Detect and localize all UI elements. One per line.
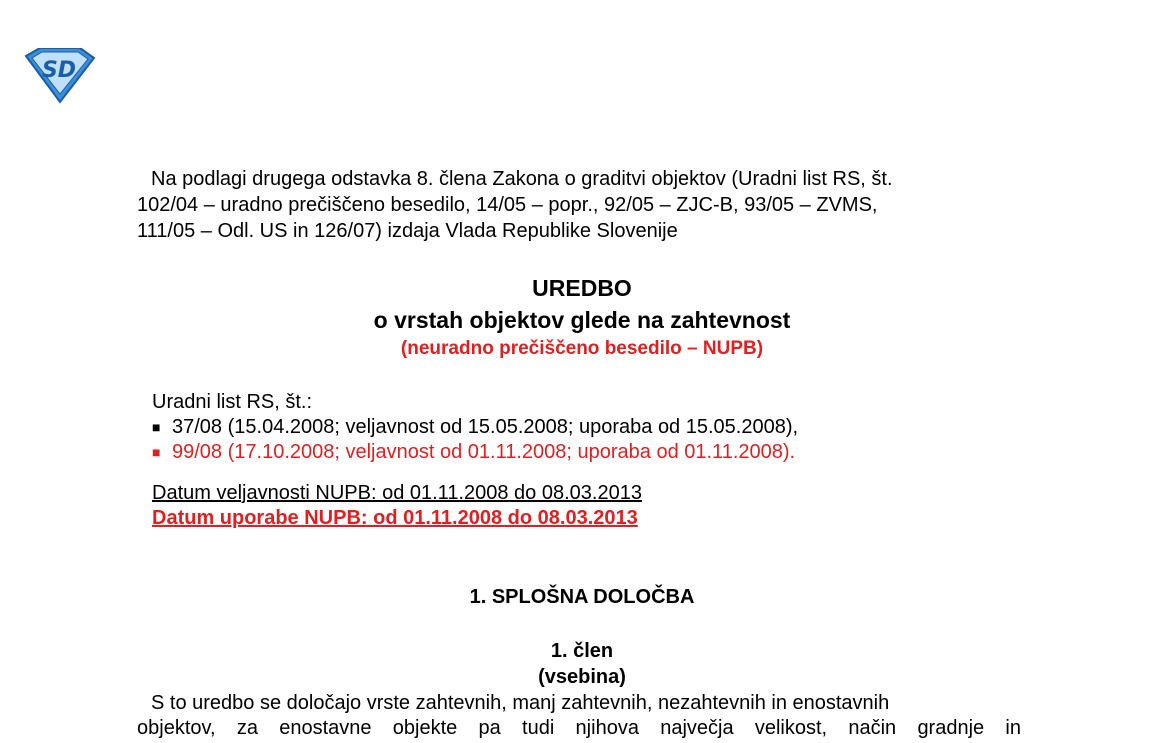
gazette-label: Uradni list RS, št.:: [152, 391, 313, 413]
logo-letters: SD: [41, 58, 77, 83]
article-line-2: objektov, za enostavne objekte pa tudi njihova največja velikost, način gradnje in: [137, 717, 1021, 739]
gazette-item: [152, 440, 1012, 465]
sd-logo: [22, 48, 96, 104]
intro-line-1: Na podlagi drugega odstavka 8. člena Zakona o graditvi objektov (Uradni list RS, št.: [151, 168, 893, 190]
article-body: [137, 691, 1021, 741]
use-date: Datum uporabe NUPB: od 01.11.2008 do 08.03.2013: [152, 507, 638, 529]
document-title: [137, 272, 1027, 362]
article-subject: (vsebina): [538, 666, 626, 688]
intro-paragraph: [137, 166, 1027, 244]
intro-line-2: 102/04 – uradno prečiščeno besedilo, 14/05 – popr., 92/05 – ZJC-B, 93/05 – ZVMS,: [137, 194, 878, 216]
section-heading: 1. SPLOŠNA DOLOČBA: [469, 586, 695, 608]
bullet-icon: ■: [152, 419, 161, 435]
validity-date: Datum veljavnosti NUPB: od 01.11.2008 do 08.03.2013: [152, 482, 642, 504]
title-sub: o vrstah objektov glede na zahtevnost: [373, 307, 791, 333]
article-line-1: S to uredbo se določajo vrste zahtevnih, manj zahtevnih, nezahtevnih in enostavnih: [151, 692, 890, 714]
dates-block: [152, 481, 1012, 531]
title-note: (neuradno prečiščeno besedilo – NUPB): [400, 338, 764, 359]
article-heading: [137, 638, 1027, 690]
gazette-list: [152, 390, 1012, 465]
gazette-item-text: 37/08 (15.04.2008; veljavnost od 15.05.2008; uporaba od 15.05.2008),: [172, 416, 799, 438]
bullet-icon: ■: [152, 444, 161, 460]
gazette-item: [152, 415, 1012, 440]
title-main: UREDBO: [532, 275, 632, 301]
gazette-item-text: 99/08 (17.10.2008; veljavnost od 01.11.2008; uporaba od 01.11.2008).: [172, 441, 796, 463]
article-number: 1. člen: [550, 640, 614, 662]
intro-line-3: 111/05 – Odl. US in 126/07) izdaja Vlada Republike Slovenije: [137, 220, 678, 242]
